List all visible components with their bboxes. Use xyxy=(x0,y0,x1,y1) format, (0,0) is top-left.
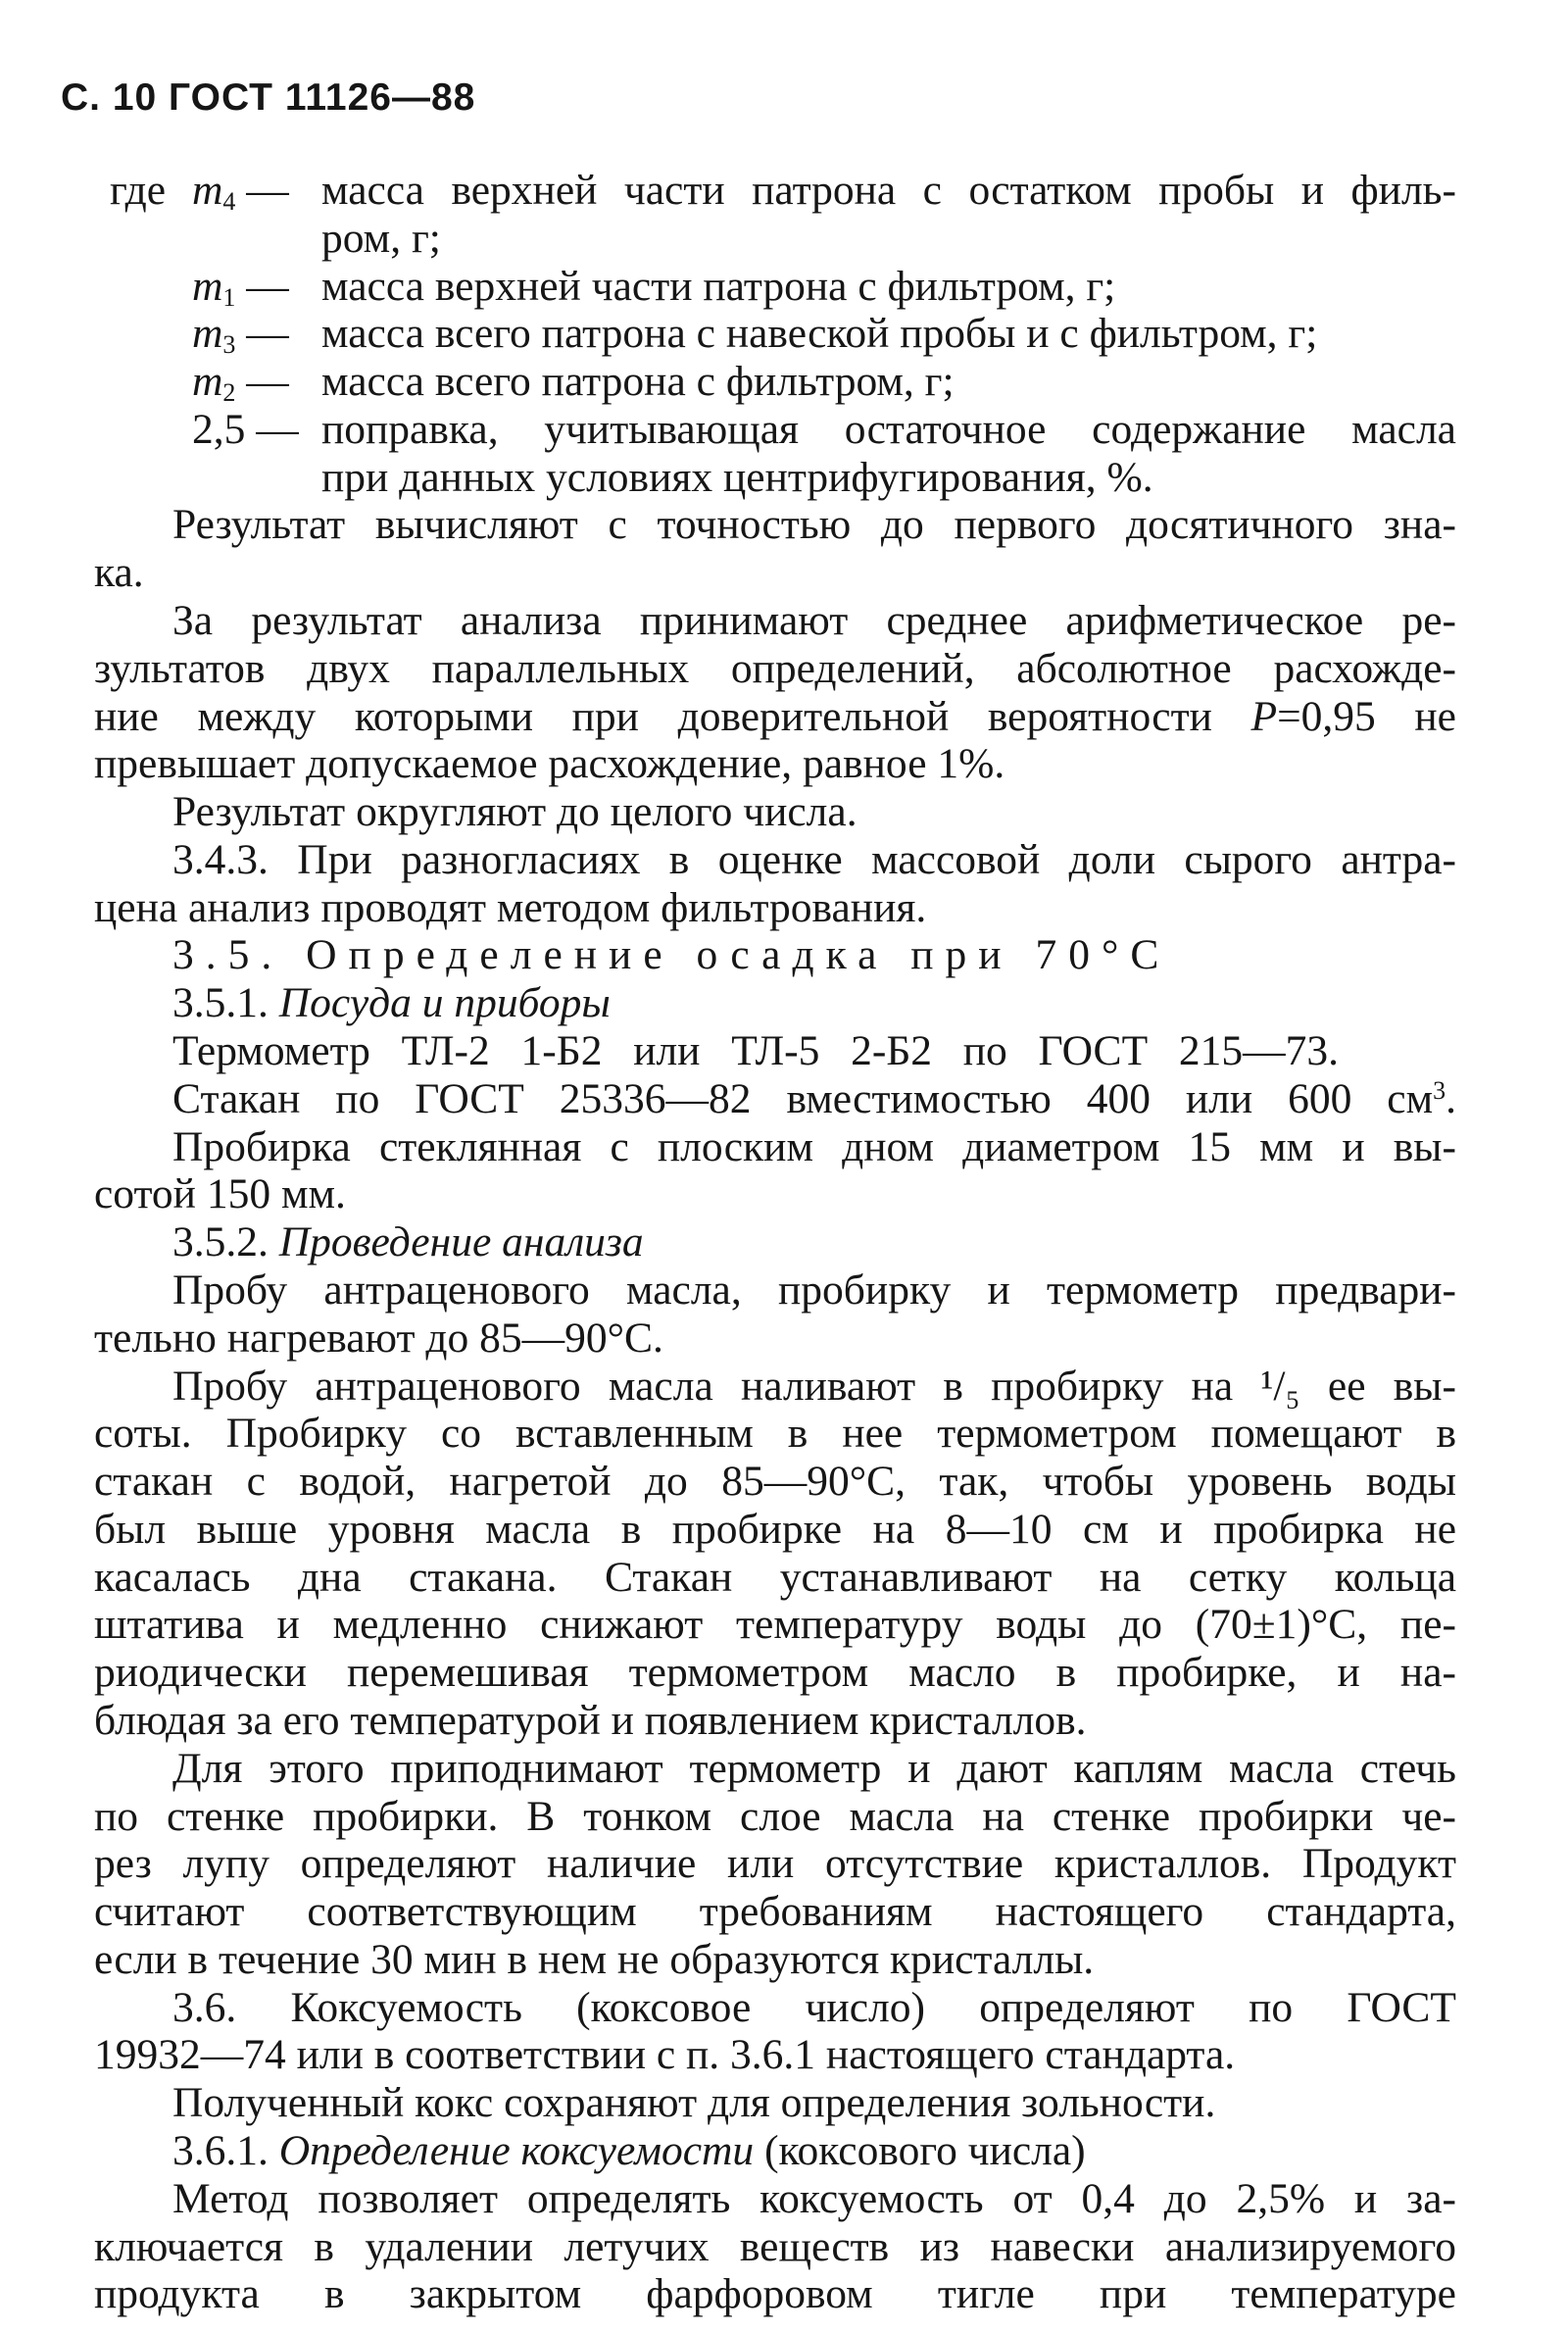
definition-m2: масса всего патрона с фильтром, г; xyxy=(321,358,955,406)
text-line: был выше уровня масла в пробирке на 8—10 см и пробирка не xyxy=(94,1505,1456,1553)
symbol-correction: 2,5 — xyxy=(192,405,299,453)
text-line: Результат округляют до целого числа. xyxy=(172,788,858,836)
definition-correction-line2: при данных условиях центрифугирования, %. xyxy=(321,453,1153,501)
text-line: риодически перемешивая термометром масло в пробирке, и на- xyxy=(94,1649,1456,1697)
text-line: Пробирка стеклянная с плоским дном диаметром 15 мм и вы- xyxy=(172,1122,1456,1170)
text-line: Полученный кокс сохраняют для определения зольности. xyxy=(172,2079,1216,2127)
text-line: Термометр ТЛ-2 1-Б2 или ТЛ-5 2-Б2 по ГОСТ 215—73. xyxy=(172,1027,1339,1075)
text-line: цена анализ проводят методом фильтрования. xyxy=(94,883,927,931)
text-line: тельно нагревают до 85—90°С. xyxy=(94,1314,663,1362)
text-line: стакан с водой, нагретой до 85—90°С, так, чтобы уровень воды xyxy=(94,1458,1456,1506)
text-line: касалась дна стакана. Стакан устанавливают на сетку кольца xyxy=(94,1553,1456,1601)
definition-correction-line1: поправка, учитывающая остаточное содержание масла xyxy=(321,405,1456,453)
definition-m4-line2: ром, г; xyxy=(321,214,441,262)
text-line: 3.4.3. При разногласиях в оценке массовой доли сырого антра- xyxy=(172,835,1456,883)
symbol-m1: $m_1$ — xyxy=(192,262,289,312)
text-line: ключается в удалении летучих веществ из навески анализируемого xyxy=(94,2222,1456,2270)
text-line: Результат вычисляют с точностью до первого досятичного зна- xyxy=(172,501,1456,549)
text-line: блюдая за его температурой и появлением кристаллов. xyxy=(94,1696,1087,1744)
text-line: ние между которыми при доверительной вероятности P=0,95 не xyxy=(94,692,1456,740)
text-line: рез лупу определяют наличие или отсутствие кристаллов. Продукт xyxy=(94,1840,1456,1888)
definition-m1: масса верхней части патрона с фильтром, г; xyxy=(321,262,1116,310)
page-header: С. 10 ГОСТ 11126—88 xyxy=(61,76,476,119)
text-line: штатива и медленно снижают температуру воды до (70±1)°С, пе- xyxy=(94,1601,1456,1649)
definition-m4-line1: масса верхней части патрона с остатком пробы и филь- xyxy=(321,167,1456,214)
text-line: продукта в закрытом фарфоровом тигле при температуре xyxy=(94,2270,1456,2318)
section-heading: 3.5. Определение осадка при 70°С xyxy=(172,931,1171,979)
text-line: 19932—74 или в соответствии с п. 3.6.1 настоящего стандарта. xyxy=(94,2031,1236,2079)
text-line: Стакан по ГОСТ 25336—82 вместимостью 400 или 600 $см^3$. xyxy=(172,1074,1456,1122)
text-line: превышает допускаемое расхождение, равное 1%. xyxy=(94,740,1005,788)
text-line: ка. xyxy=(94,549,144,597)
text-line: Пробу антраценового масла наливают в пробирку на ¹/₅ ее вы- xyxy=(172,1362,1456,1410)
text-line: считают соответствующим требованиям настоящего стандарта, xyxy=(94,1888,1456,1936)
text-line: 3.6. Коксуемость (коксовое число) определяют по ГОСТ xyxy=(172,1983,1456,2031)
text-line: соты. Пробирку со вставленным в нее термометром помещают в xyxy=(94,1410,1456,1458)
symbol-m4: $m_4$ — xyxy=(192,167,289,216)
text-line: Для этого приподнимают термометр и дают каплям масла стечь xyxy=(172,1744,1456,1792)
text-line: если в течение 30 мин в нем не образуются кристаллы. xyxy=(94,1935,1095,1983)
text-line: За результат анализа принимают среднее арифметическое ре- xyxy=(172,597,1456,645)
subsection-heading: 3.5.2. Проведение анализа xyxy=(172,1218,644,1266)
text-line: по стенке пробирки. В тонком слое масла на стенке пробирки че- xyxy=(94,1792,1456,1840)
text-line: зультатов двух параллельных определений, абсолютное расхожде- xyxy=(94,644,1456,692)
subsection-heading: 3.5.1. Посуда и приборы xyxy=(172,979,611,1027)
symbol-m3: $m_3$ — xyxy=(192,310,289,360)
text-line: Метод позволяет определять коксуемость от 0,4 до 2,5% и за- xyxy=(172,2174,1456,2222)
where-intro: где xyxy=(110,167,167,214)
symbol-m2: $m_2$ — xyxy=(192,358,289,408)
text-line: Пробу антраценового масла, пробирку и термометр предвари- xyxy=(172,1265,1456,1314)
text-line: сотой 150 мм. xyxy=(94,1170,346,1218)
definition-m3: масса всего патрона с навеской пробы и с фильтром, г; xyxy=(321,310,1318,358)
subsection-heading: 3.6.1. Определение коксуемости (коксового числа) xyxy=(172,2127,1086,2174)
